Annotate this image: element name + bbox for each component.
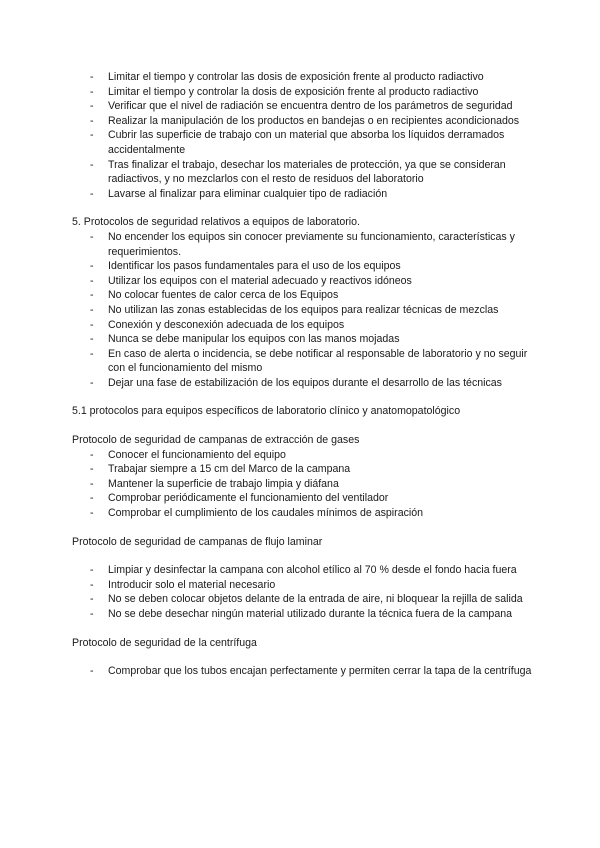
bullet-dash: - xyxy=(90,114,94,127)
list-item: - No se deben colocar objetos delante de la entrada de aire, ni bloquear la rejilla de salida xyxy=(90,593,523,606)
bullet-dash: - xyxy=(90,665,94,678)
list-item: - Conexión y desconexión adecuada de los equipos xyxy=(90,318,345,331)
list-item: - No utilizan las zonas establecidas de los equipos para realizar técnicas de mezclas xyxy=(90,303,499,316)
section-heading-laminar: Protocolo de seguridad de campanas de flujo laminar xyxy=(72,535,323,548)
bullet-dash: - xyxy=(90,303,94,316)
list-item: - Lavarse al finalizar para eliminar cualquier tipo de radiación xyxy=(90,187,388,200)
bullet-dash: - xyxy=(90,274,94,287)
list-item: - Utilizar los equipos con el material adecuado y reactivos idóneos xyxy=(90,274,412,287)
bullet-dash: - xyxy=(90,347,94,360)
list-item: - Limitar el tiempo y controlar las dosis de exposición frente al producto radiactivo xyxy=(90,71,484,83)
list-item: - Nunca se debe manipular los equipos con las manos mojadas xyxy=(90,333,400,346)
list-item: - Comprobar que los tubos encajan perfectamente y permiten cerrar la tapa de la centrífuga xyxy=(90,665,532,678)
bullet-dash: - xyxy=(90,85,94,98)
bullet-dash: - xyxy=(90,71,94,83)
bullet-dash: - xyxy=(90,492,94,505)
bullet-dash: - xyxy=(90,593,94,606)
list-item: - Realizar la manipulación de los productos en bandejas o en recipientes acondicionados xyxy=(90,114,520,127)
list-item: - Conocer el funcionamiento del equipo xyxy=(90,448,286,461)
list-item: - No colocar fuentes de calor cerca de los Equipos xyxy=(90,289,339,302)
bullet-dash: - xyxy=(90,158,94,171)
list-item: - No se debe desechar ningún material utilizado durante la técnica fuera de la campana xyxy=(90,608,512,620)
document-body xyxy=(72,70,532,679)
bullet-dash: - xyxy=(90,289,94,302)
bullet-dash: - xyxy=(90,608,94,620)
bullet-dash: - xyxy=(90,463,94,476)
bullet-dash: - xyxy=(90,564,94,577)
bullet-dash: - xyxy=(90,187,94,200)
list-item: - Trabajar siempre a 15 cm del Marco de la campana xyxy=(90,463,351,476)
list-item: - Mantener la superficie de trabajo limpia y diáfana xyxy=(90,477,339,490)
section-heading-centrifuge: Protocolo de seguridad de la centrífuga xyxy=(72,636,257,649)
bullet-dash: - xyxy=(90,578,94,591)
bullet-dash: - xyxy=(90,318,94,331)
bullet-dash: - xyxy=(90,376,94,389)
laminar-protocol-list xyxy=(72,563,532,621)
list-item: - Cubrir las superficie de trabajo con un material que absorba los líquidos derramados accidentalmente xyxy=(90,129,505,156)
list-item: - Verificar que el nivel de radiación se encuentra dentro de los parámetros de seguridad xyxy=(90,100,513,113)
list-item: - Comprobar periódicamente el funcionamiento del ventilador xyxy=(90,492,389,505)
list-item: - En caso de alerta o incidencia, se debe notificar al responsable de laboratorio y no seguir con el funcionamiento del mismo xyxy=(90,347,528,375)
gas-hoods-protocol-list xyxy=(72,448,532,521)
bullet-dash: - xyxy=(90,507,94,520)
section-heading-equipment: 5. Protocolos de seguridad relativos a equipos de laboratorio. xyxy=(72,216,360,229)
equipment-protocol-list xyxy=(72,230,532,391)
list-item: - Limitar el tiempo y controlar la dosis de exposición frente al producto radiactivo xyxy=(90,85,479,98)
centrifuge-protocol-list xyxy=(72,664,532,679)
bullet-dash: - xyxy=(90,129,94,142)
list-item: - Dejar una fase de estabilización de los equipos durante el desarrollo de las técnicas xyxy=(90,376,502,389)
radiation-protocol-list xyxy=(72,70,532,201)
list-item: - Comprobar el cumplimiento de los caudales mínimos de aspiración xyxy=(90,507,424,520)
section-heading-gas-hoods: Protocolo de seguridad de campanas de extracción de gases xyxy=(72,434,360,447)
list-item: - Introducir solo el material necesario xyxy=(90,578,276,591)
bullet-dash: - xyxy=(90,260,94,273)
list-item: - Identificar los pasos fundamentales para el uso de los equipos xyxy=(90,260,401,273)
bullet-dash: - xyxy=(90,333,94,346)
bullet-dash: - xyxy=(90,448,94,461)
section-heading-specific: 5.1 protocolos para equipos específicos de laboratorio clínico y anatomopatológico xyxy=(72,405,461,418)
list-item: - Tras finalizar el trabajo, desechar los materiales de protección, ya que se consideran radiactivos, y no mezclarlos con el resto de residuos del laboratorio xyxy=(90,158,506,186)
bullet-dash: - xyxy=(90,477,94,490)
bullet-dash: - xyxy=(90,100,94,113)
list-item: - Limpiar y desinfectar la campana con alcohol etílico al 70 % desde el fondo hacia fuera xyxy=(90,564,517,577)
bullet-dash: - xyxy=(90,230,94,243)
list-item: - No encender los equipos sin conocer previamente su funcionamiento, características y requerimientos. xyxy=(90,230,515,258)
